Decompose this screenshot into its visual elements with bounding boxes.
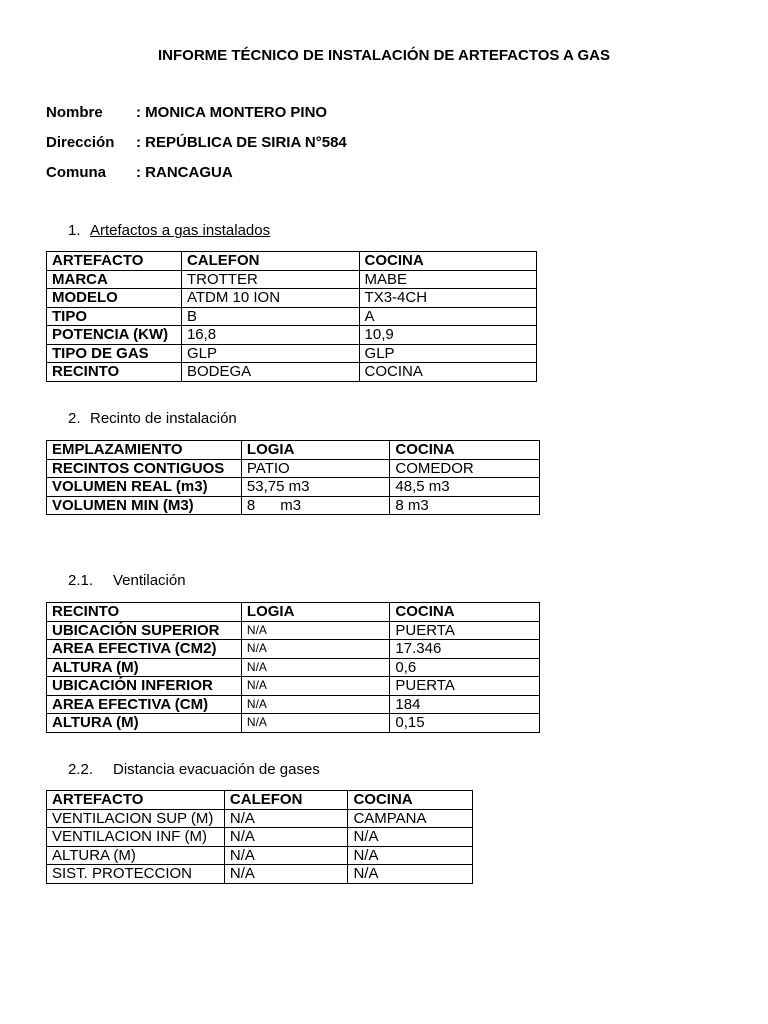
table-cell: PUERTA: [390, 621, 540, 640]
section-2-1-heading: [68, 572, 186, 589]
row-label: VENTILACION SUP (M): [47, 809, 225, 828]
info-label: Nombre: [46, 104, 103, 121]
info-value: : REPÚBLICA DE SIRIA N°584: [136, 134, 347, 151]
table-cell: N/A: [348, 865, 473, 884]
table-header-row: [47, 252, 537, 271]
table-cell: GLP: [181, 344, 359, 363]
row-label: VOLUMEN REAL (m3): [47, 478, 242, 497]
section-title: Recinto de instalación: [90, 410, 237, 427]
row-label: ALTURA (M): [47, 658, 242, 677]
table-header-cell: COCINA: [359, 252, 536, 271]
table-cell: MABE: [359, 270, 536, 289]
table-cell: N/A: [224, 828, 348, 847]
table-row: [47, 459, 540, 478]
section-2-2-heading: [68, 761, 320, 778]
row-label: TIPO: [47, 307, 182, 326]
table-row: [47, 289, 537, 308]
table-cell: N/A: [241, 640, 390, 659]
table-cell: B: [181, 307, 359, 326]
table-cell: TX3-4CH: [359, 289, 536, 308]
info-value: : RANCAGUA: [136, 164, 233, 181]
table-header-cell: LOGIA: [241, 603, 390, 622]
table-cell: PUERTA: [390, 677, 540, 696]
row-label: MARCA: [47, 270, 182, 289]
table-cell: 8 m3: [390, 496, 540, 515]
table-cell: N/A: [241, 677, 390, 696]
table-cell: 0,6: [390, 658, 540, 677]
table-row: [47, 496, 540, 515]
row-label: RECINTOS CONTIGUOS: [47, 459, 242, 478]
table-cell: 0,15: [390, 714, 540, 733]
row-label: UBICACIÓN INFERIOR: [47, 677, 242, 696]
table-header-cell: RECINTO: [47, 603, 242, 622]
table-cell: 48,5 m3: [390, 478, 540, 497]
info-label: Comuna: [46, 164, 106, 181]
table-cell: COMEDOR: [390, 459, 540, 478]
table-header-cell: ARTEFACTO: [47, 791, 225, 810]
table-header-row: [47, 791, 473, 810]
table-row: [47, 344, 537, 363]
table-cell: COCINA: [359, 363, 536, 382]
table-row: [47, 363, 537, 382]
ventilacion-table: [46, 602, 540, 733]
table-cell: 8 m3: [241, 496, 389, 515]
table-row: [47, 809, 473, 828]
row-label: UBICACIÓN SUPERIOR: [47, 621, 242, 640]
table-cell: CAMPANA: [348, 809, 473, 828]
table-row: [47, 828, 473, 847]
table-cell: N/A: [241, 695, 390, 714]
table-cell: PATIO: [241, 459, 389, 478]
section-number: 2.1.: [68, 572, 94, 589]
row-label: RECINTO: [47, 363, 182, 382]
row-label: ALTURA (M): [47, 846, 225, 865]
table-cell: N/A: [348, 846, 473, 865]
table-row: [47, 658, 540, 677]
table-cell: TROTTER: [181, 270, 359, 289]
row-label: AREA EFECTIVA (CM): [47, 695, 242, 714]
table-row: [47, 478, 540, 497]
table-cell: 184: [390, 695, 540, 714]
row-label: VOLUMEN MIN (M3): [47, 496, 242, 515]
row-label: MODELO: [47, 289, 182, 308]
table-cell: N/A: [224, 846, 348, 865]
table-header-cell: COCINA: [348, 791, 473, 810]
table-cell: ATDM 10 ION: [181, 289, 359, 308]
table-header-cell: CALEFON: [181, 252, 359, 271]
info-nombre: [46, 104, 327, 121]
table-header-cell: COCINA: [390, 603, 540, 622]
table-cell: GLP: [359, 344, 536, 363]
recinto-table: [46, 440, 540, 515]
table-cell: 17.346: [390, 640, 540, 659]
row-label: SIST. PROTECCION: [47, 865, 225, 884]
info-value: : MONICA MONTERO PINO: [136, 104, 328, 121]
table-header-cell: CALEFON: [224, 791, 348, 810]
table-header-row: [47, 603, 540, 622]
table-cell: A: [359, 307, 536, 326]
table-cell: N/A: [348, 828, 473, 847]
section-number: 2.2.: [68, 761, 94, 778]
section-1-heading: [68, 222, 270, 239]
section-title: Artefactos a gas instalados: [90, 222, 271, 239]
table-cell: 16,8: [181, 326, 359, 345]
table-row: [47, 270, 537, 289]
section-number: 2.: [68, 410, 81, 427]
artefactos-table: [46, 251, 537, 382]
table-row: [47, 326, 537, 345]
table-cell: N/A: [224, 865, 348, 884]
table-row: [47, 307, 537, 326]
evacuacion-table: [46, 790, 473, 884]
row-label: AREA EFECTIVA (CM2): [47, 640, 242, 659]
row-label: POTENCIA (KW): [47, 326, 182, 345]
section-title: Distancia evacuación de gases: [113, 761, 320, 778]
info-comuna: [46, 164, 233, 181]
table-header-cell: LOGIA: [241, 441, 389, 460]
info-label: Dirección: [46, 134, 115, 151]
table-row: [47, 677, 540, 696]
section-2-heading: [68, 410, 237, 427]
row-label: ALTURA (M): [47, 714, 242, 733]
table-cell: N/A: [241, 621, 390, 640]
table-cell: 10,9: [359, 326, 536, 345]
table-row: [47, 846, 473, 865]
table-row: [47, 621, 540, 640]
table-header-cell: EMPLAZAMIENTO: [47, 441, 242, 460]
table-row: [47, 640, 540, 659]
table-cell: N/A: [241, 658, 390, 677]
table-header-row: [47, 441, 540, 460]
table-row: [47, 714, 540, 733]
table-cell: 53,75 m3: [241, 478, 389, 497]
table-cell: BODEGA: [181, 363, 359, 382]
document-title: INFORME TÉCNICO DE INSTALACIÓN DE ARTEFACTOS A GAS: [158, 47, 610, 64]
row-label: VENTILACION INF (M): [47, 828, 225, 847]
row-label: TIPO DE GAS: [47, 344, 182, 363]
table-row: [47, 695, 540, 714]
info-direccion: [46, 134, 347, 151]
table-cell: N/A: [241, 714, 390, 733]
table-row: [47, 865, 473, 884]
section-number: 1.: [68, 222, 81, 239]
section-title: Ventilación: [113, 572, 186, 589]
table-header-cell: ARTEFACTO: [47, 252, 182, 271]
table-header-cell: COCINA: [390, 441, 540, 460]
table-cell: N/A: [224, 809, 348, 828]
